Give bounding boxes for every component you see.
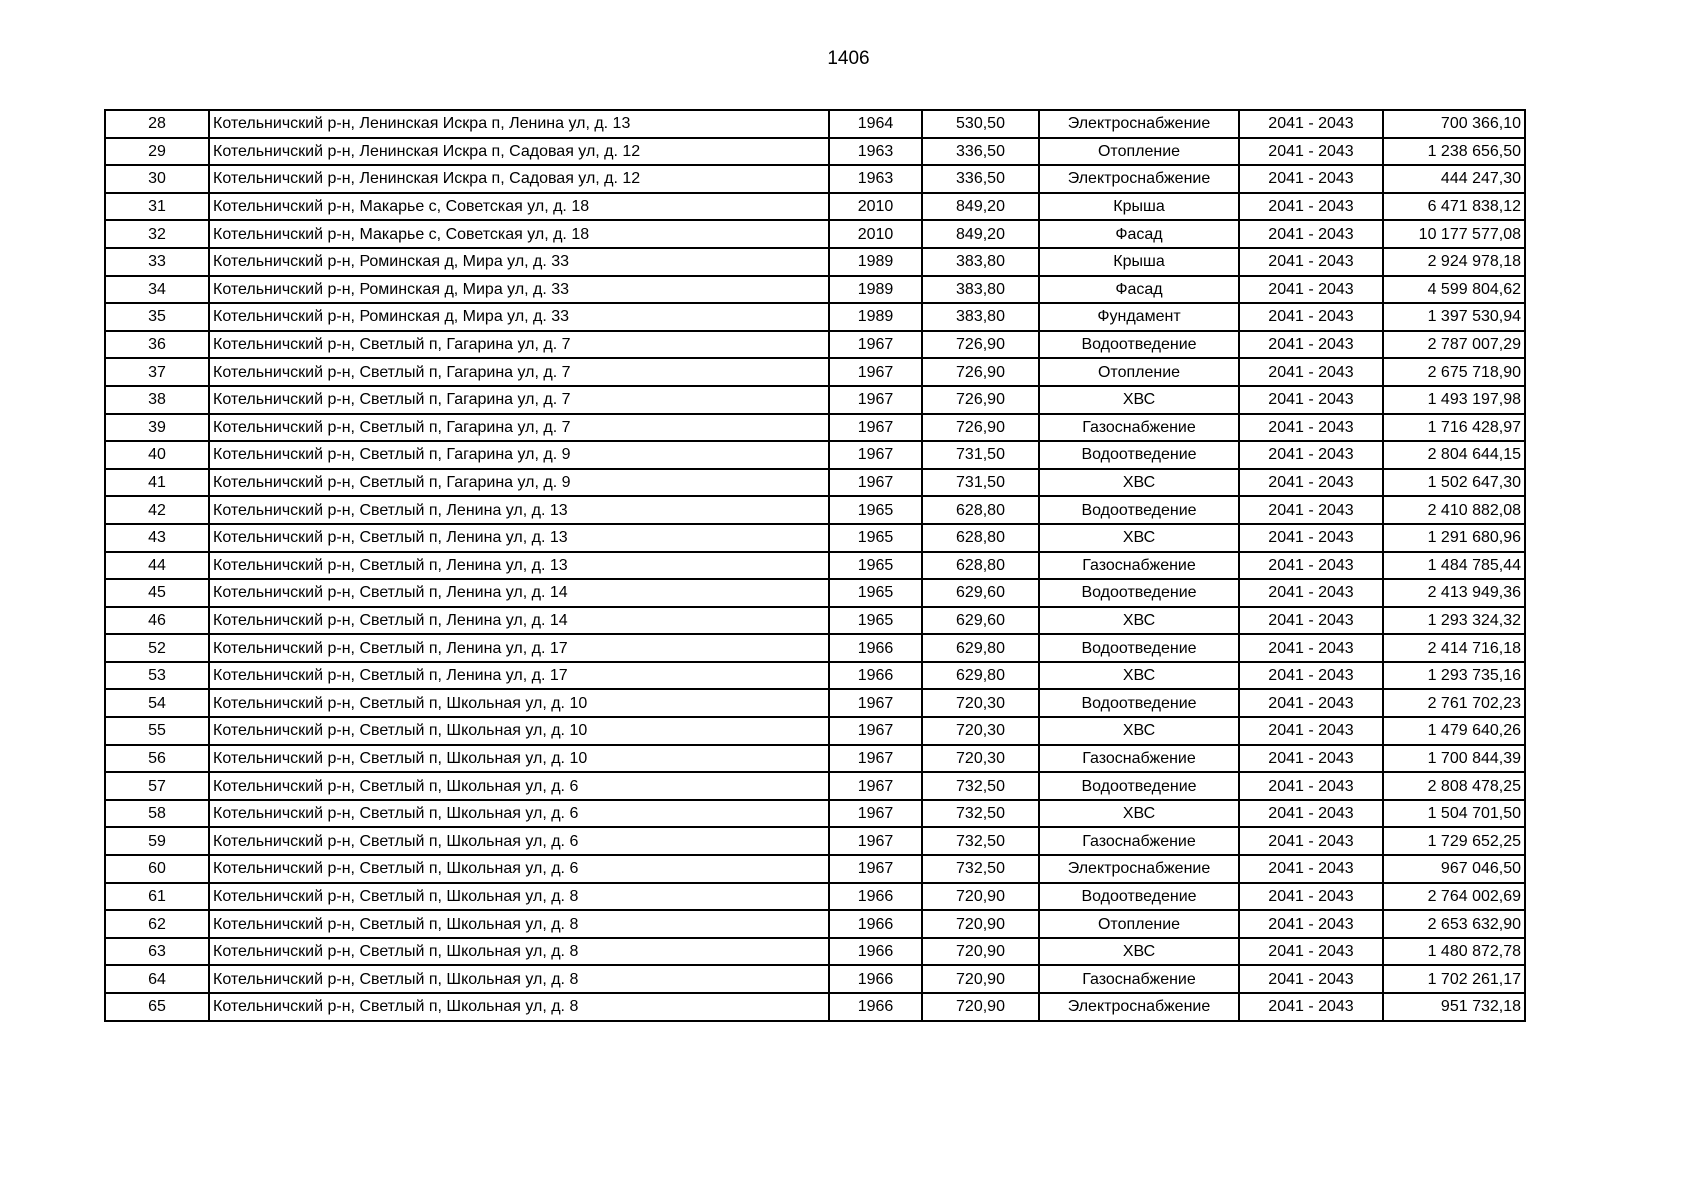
build-year-cell: 1967 xyxy=(829,469,922,497)
cost-cell: 2 804 644,15 xyxy=(1383,441,1525,469)
row-number-cell: 42 xyxy=(105,496,209,524)
cost-cell: 4 599 804,62 xyxy=(1383,276,1525,304)
area-cell: 726,90 xyxy=(922,386,1039,414)
row-number-cell: 41 xyxy=(105,469,209,497)
area-cell: 628,80 xyxy=(922,552,1039,580)
period-cell: 2041 - 2043 xyxy=(1239,386,1383,414)
build-year-cell: 2010 xyxy=(829,193,922,221)
cost-cell: 1 291 680,96 xyxy=(1383,524,1525,552)
area-cell: 726,90 xyxy=(922,358,1039,386)
area-cell: 732,50 xyxy=(922,827,1039,855)
period-cell: 2041 - 2043 xyxy=(1239,552,1383,580)
period-cell: 2041 - 2043 xyxy=(1239,138,1383,166)
area-cell: 336,50 xyxy=(922,138,1039,166)
build-year-cell: 1966 xyxy=(829,634,922,662)
work-type-cell: Крыша xyxy=(1039,248,1239,276)
area-cell: 383,80 xyxy=(922,303,1039,331)
work-type-cell: Водоотведение xyxy=(1039,634,1239,662)
cost-cell: 2 414 716,18 xyxy=(1383,634,1525,662)
table-row xyxy=(105,331,1525,359)
table-row xyxy=(105,965,1525,993)
table-row xyxy=(105,441,1525,469)
address-cell: Котельничский р-н, Ленинская Искра п, Ленина ул, д. 13 xyxy=(209,110,829,138)
address-cell: Котельничский р-н, Роминская д, Мира ул, д. 33 xyxy=(209,303,829,331)
period-cell: 2041 - 2043 xyxy=(1239,965,1383,993)
row-number-cell: 39 xyxy=(105,414,209,442)
address-cell: Котельничский р-н, Светлый п, Ленина ул, д. 14 xyxy=(209,579,829,607)
period-cell: 2041 - 2043 xyxy=(1239,993,1383,1021)
table-row xyxy=(105,717,1525,745)
area-cell: 720,30 xyxy=(922,689,1039,717)
work-type-cell: Газоснабжение xyxy=(1039,745,1239,773)
build-year-cell: 1967 xyxy=(829,358,922,386)
work-type-cell: Фундамент xyxy=(1039,303,1239,331)
work-type-cell: Фасад xyxy=(1039,276,1239,304)
row-number-cell: 56 xyxy=(105,745,209,773)
area-cell: 629,80 xyxy=(922,634,1039,662)
period-cell: 2041 - 2043 xyxy=(1239,662,1383,690)
period-cell: 2041 - 2043 xyxy=(1239,193,1383,221)
work-type-cell: Газоснабжение xyxy=(1039,827,1239,855)
cost-cell: 1 700 844,39 xyxy=(1383,745,1525,773)
period-cell: 2041 - 2043 xyxy=(1239,855,1383,883)
address-cell: Котельничский р-н, Светлый п, Гагарина ул, д. 7 xyxy=(209,358,829,386)
table-row xyxy=(105,220,1525,248)
address-cell: Котельничский р-н, Светлый п, Гагарина ул, д. 7 xyxy=(209,386,829,414)
row-number-cell: 61 xyxy=(105,883,209,911)
area-cell: 849,20 xyxy=(922,193,1039,221)
work-type-cell: ХВС xyxy=(1039,938,1239,966)
cost-cell: 700 366,10 xyxy=(1383,110,1525,138)
build-year-cell: 1967 xyxy=(829,745,922,773)
area-cell: 720,90 xyxy=(922,965,1039,993)
table-row xyxy=(105,993,1525,1021)
period-cell: 2041 - 2043 xyxy=(1239,579,1383,607)
area-cell: 629,80 xyxy=(922,662,1039,690)
address-cell: Котельничский р-н, Светлый п, Ленина ул, д. 14 xyxy=(209,607,829,635)
build-year-cell: 1967 xyxy=(829,855,922,883)
row-number-cell: 45 xyxy=(105,579,209,607)
period-cell: 2041 - 2043 xyxy=(1239,607,1383,635)
period-cell: 2041 - 2043 xyxy=(1239,303,1383,331)
row-number-cell: 46 xyxy=(105,607,209,635)
address-cell: Котельничский р-н, Светлый п, Школьная ул, д. 6 xyxy=(209,800,829,828)
table-row xyxy=(105,386,1525,414)
table-row xyxy=(105,938,1525,966)
row-number-cell: 33 xyxy=(105,248,209,276)
row-number-cell: 58 xyxy=(105,800,209,828)
work-type-cell: Крыша xyxy=(1039,193,1239,221)
cost-cell: 1 702 261,17 xyxy=(1383,965,1525,993)
table-row xyxy=(105,165,1525,193)
build-year-cell: 1967 xyxy=(829,717,922,745)
row-number-cell: 55 xyxy=(105,717,209,745)
address-cell: Котельничский р-н, Макарье с, Советская ул, д. 18 xyxy=(209,193,829,221)
period-cell: 2041 - 2043 xyxy=(1239,469,1383,497)
period-cell: 2041 - 2043 xyxy=(1239,827,1383,855)
table-row xyxy=(105,138,1525,166)
build-year-cell: 1967 xyxy=(829,386,922,414)
area-cell: 720,90 xyxy=(922,910,1039,938)
cost-cell: 2 675 718,90 xyxy=(1383,358,1525,386)
row-number-cell: 38 xyxy=(105,386,209,414)
cost-cell: 2 924 978,18 xyxy=(1383,248,1525,276)
period-cell: 2041 - 2043 xyxy=(1239,276,1383,304)
cost-cell: 2 413 949,36 xyxy=(1383,579,1525,607)
cost-cell: 1 493 197,98 xyxy=(1383,386,1525,414)
build-year-cell: 1966 xyxy=(829,910,922,938)
row-number-cell: 43 xyxy=(105,524,209,552)
address-cell: Котельничский р-н, Ленинская Искра п, Садовая ул, д. 12 xyxy=(209,165,829,193)
address-cell: Котельничский р-н, Светлый п, Ленина ул, д. 13 xyxy=(209,524,829,552)
period-cell: 2041 - 2043 xyxy=(1239,331,1383,359)
row-number-cell: 30 xyxy=(105,165,209,193)
table-row xyxy=(105,662,1525,690)
build-year-cell: 1989 xyxy=(829,276,922,304)
row-number-cell: 53 xyxy=(105,662,209,690)
table-row xyxy=(105,910,1525,938)
work-type-cell: Газоснабжение xyxy=(1039,414,1239,442)
work-type-cell: Водоотведение xyxy=(1039,689,1239,717)
work-type-cell: ХВС xyxy=(1039,386,1239,414)
table-row xyxy=(105,579,1525,607)
row-number-cell: 54 xyxy=(105,689,209,717)
cost-cell: 1 293 735,16 xyxy=(1383,662,1525,690)
address-cell: Котельничский р-н, Макарье с, Советская ул, д. 18 xyxy=(209,220,829,248)
build-year-cell: 1967 xyxy=(829,800,922,828)
cost-cell: 444 247,30 xyxy=(1383,165,1525,193)
row-number-cell: 35 xyxy=(105,303,209,331)
work-type-cell: Водоотведение xyxy=(1039,579,1239,607)
table-row xyxy=(105,358,1525,386)
cost-cell: 2 653 632,90 xyxy=(1383,910,1525,938)
address-cell: Котельничский р-н, Светлый п, Школьная ул, д. 8 xyxy=(209,965,829,993)
address-cell: Котельничский р-н, Светлый п, Ленина ул, д. 13 xyxy=(209,496,829,524)
table-row xyxy=(105,745,1525,773)
address-cell: Котельничский р-н, Светлый п, Гагарина ул, д. 7 xyxy=(209,414,829,442)
cost-cell: 2 410 882,08 xyxy=(1383,496,1525,524)
cost-cell: 1 479 640,26 xyxy=(1383,717,1525,745)
work-type-cell: ХВС xyxy=(1039,469,1239,497)
area-cell: 732,50 xyxy=(922,855,1039,883)
period-cell: 2041 - 2043 xyxy=(1239,717,1383,745)
address-cell: Котельничский р-н, Светлый п, Ленина ул, д. 17 xyxy=(209,662,829,690)
build-year-cell: 1963 xyxy=(829,165,922,193)
period-cell: 2041 - 2043 xyxy=(1239,910,1383,938)
build-year-cell: 1965 xyxy=(829,552,922,580)
build-year-cell: 1965 xyxy=(829,524,922,552)
period-cell: 2041 - 2043 xyxy=(1239,883,1383,911)
area-cell: 720,90 xyxy=(922,938,1039,966)
build-year-cell: 1966 xyxy=(829,883,922,911)
cost-cell: 1 716 428,97 xyxy=(1383,414,1525,442)
period-cell: 2041 - 2043 xyxy=(1239,165,1383,193)
period-cell: 2041 - 2043 xyxy=(1239,496,1383,524)
work-type-cell: ХВС xyxy=(1039,524,1239,552)
build-year-cell: 1966 xyxy=(829,965,922,993)
row-number-cell: 60 xyxy=(105,855,209,883)
cost-cell: 1 238 656,50 xyxy=(1383,138,1525,166)
cost-cell: 2 764 002,69 xyxy=(1383,883,1525,911)
work-type-cell: ХВС xyxy=(1039,800,1239,828)
area-cell: 849,20 xyxy=(922,220,1039,248)
work-type-cell: Отопление xyxy=(1039,910,1239,938)
period-cell: 2041 - 2043 xyxy=(1239,358,1383,386)
address-cell: Котельничский р-н, Светлый п, Школьная ул, д. 8 xyxy=(209,883,829,911)
work-type-cell: Отопление xyxy=(1039,138,1239,166)
work-type-cell: Водоотведение xyxy=(1039,496,1239,524)
area-cell: 628,80 xyxy=(922,496,1039,524)
row-number-cell: 44 xyxy=(105,552,209,580)
cost-cell: 6 471 838,12 xyxy=(1383,193,1525,221)
build-year-cell: 1967 xyxy=(829,331,922,359)
address-cell: Котельничский р-н, Роминская д, Мира ул, д. 33 xyxy=(209,276,829,304)
area-cell: 726,90 xyxy=(922,331,1039,359)
work-type-cell: ХВС xyxy=(1039,717,1239,745)
address-cell: Котельничский р-н, Светлый п, Школьная ул, д. 10 xyxy=(209,745,829,773)
work-type-cell: Электроснабжение xyxy=(1039,855,1239,883)
table-row xyxy=(105,110,1525,138)
build-year-cell: 1964 xyxy=(829,110,922,138)
area-cell: 720,90 xyxy=(922,993,1039,1021)
work-type-cell: ХВС xyxy=(1039,607,1239,635)
table-row xyxy=(105,414,1525,442)
cost-cell: 10 177 577,08 xyxy=(1383,220,1525,248)
row-number-cell: 40 xyxy=(105,441,209,469)
row-number-cell: 36 xyxy=(105,331,209,359)
area-cell: 383,80 xyxy=(922,248,1039,276)
build-year-cell: 1966 xyxy=(829,993,922,1021)
work-type-cell: Водоотведение xyxy=(1039,772,1239,800)
build-year-cell: 1965 xyxy=(829,496,922,524)
address-cell: Котельничский р-н, Светлый п, Ленина ул, д. 13 xyxy=(209,552,829,580)
cost-cell: 1 397 530,94 xyxy=(1383,303,1525,331)
address-cell: Котельничский р-н, Ленинская Искра п, Садовая ул, д. 12 xyxy=(209,138,829,166)
area-cell: 628,80 xyxy=(922,524,1039,552)
build-year-cell: 1967 xyxy=(829,414,922,442)
table-row xyxy=(105,496,1525,524)
period-cell: 2041 - 2043 xyxy=(1239,938,1383,966)
work-type-cell: Газоснабжение xyxy=(1039,552,1239,580)
area-cell: 383,80 xyxy=(922,276,1039,304)
row-number-cell: 57 xyxy=(105,772,209,800)
table-row xyxy=(105,276,1525,304)
address-cell: Котельничский р-н, Светлый п, Школьная ул, д. 6 xyxy=(209,827,829,855)
address-cell: Котельничский р-н, Светлый п, Школьная ул, д. 10 xyxy=(209,689,829,717)
area-cell: 731,50 xyxy=(922,469,1039,497)
row-number-cell: 29 xyxy=(105,138,209,166)
row-number-cell: 34 xyxy=(105,276,209,304)
work-type-cell: Электроснабжение xyxy=(1039,110,1239,138)
work-type-cell: Электроснабжение xyxy=(1039,993,1239,1021)
period-cell: 2041 - 2043 xyxy=(1239,634,1383,662)
table-row xyxy=(105,469,1525,497)
area-cell: 530,50 xyxy=(922,110,1039,138)
area-cell: 336,50 xyxy=(922,165,1039,193)
area-cell: 732,50 xyxy=(922,772,1039,800)
work-type-cell: Водоотведение xyxy=(1039,331,1239,359)
address-cell: Котельничский р-н, Светлый п, Школьная ул, д. 8 xyxy=(209,910,829,938)
period-cell: 2041 - 2043 xyxy=(1239,414,1383,442)
period-cell: 2041 - 2043 xyxy=(1239,800,1383,828)
address-cell: Котельничский р-н, Светлый п, Гагарина ул, д. 9 xyxy=(209,469,829,497)
cost-cell: 1 729 652,25 xyxy=(1383,827,1525,855)
table-row xyxy=(105,607,1525,635)
address-cell: Котельничский р-н, Светлый п, Школьная ул, д. 6 xyxy=(209,855,829,883)
build-year-cell: 1966 xyxy=(829,662,922,690)
row-number-cell: 64 xyxy=(105,965,209,993)
build-year-cell: 1966 xyxy=(829,938,922,966)
address-cell: Котельничский р-н, Роминская д, Мира ул, д. 33 xyxy=(209,248,829,276)
build-year-cell: 2010 xyxy=(829,220,922,248)
period-cell: 2041 - 2043 xyxy=(1239,745,1383,773)
table-row xyxy=(105,689,1525,717)
period-cell: 2041 - 2043 xyxy=(1239,248,1383,276)
cost-cell: 2 787 007,29 xyxy=(1383,331,1525,359)
address-cell: Котельничский р-н, Светлый п, Школьная ул, д. 6 xyxy=(209,772,829,800)
cost-cell: 1 504 701,50 xyxy=(1383,800,1525,828)
area-cell: 629,60 xyxy=(922,579,1039,607)
cost-cell: 2 761 702,23 xyxy=(1383,689,1525,717)
area-cell: 720,90 xyxy=(922,883,1039,911)
build-year-cell: 1967 xyxy=(829,441,922,469)
address-cell: Котельничский р-н, Светлый п, Ленина ул, д. 17 xyxy=(209,634,829,662)
build-year-cell: 1967 xyxy=(829,772,922,800)
cost-cell: 1 502 647,30 xyxy=(1383,469,1525,497)
period-cell: 2041 - 2043 xyxy=(1239,689,1383,717)
work-type-cell: ХВС xyxy=(1039,662,1239,690)
work-type-cell: Водоотведение xyxy=(1039,441,1239,469)
table-body xyxy=(105,110,1525,1021)
build-year-cell: 1967 xyxy=(829,689,922,717)
area-cell: 732,50 xyxy=(922,800,1039,828)
work-type-cell: Электроснабжение xyxy=(1039,165,1239,193)
table-row xyxy=(105,800,1525,828)
cost-cell: 1 480 872,78 xyxy=(1383,938,1525,966)
table-row xyxy=(105,827,1525,855)
cost-cell: 2 808 478,25 xyxy=(1383,772,1525,800)
table-row xyxy=(105,883,1525,911)
period-cell: 2041 - 2043 xyxy=(1239,772,1383,800)
row-number-cell: 59 xyxy=(105,827,209,855)
table-row xyxy=(105,855,1525,883)
period-cell: 2041 - 2043 xyxy=(1239,441,1383,469)
table-row xyxy=(105,552,1525,580)
period-cell: 2041 - 2043 xyxy=(1239,524,1383,552)
period-cell: 2041 - 2043 xyxy=(1239,220,1383,248)
cost-cell: 951 732,18 xyxy=(1383,993,1525,1021)
row-number-cell: 31 xyxy=(105,193,209,221)
row-number-cell: 65 xyxy=(105,993,209,1021)
table-row xyxy=(105,634,1525,662)
build-year-cell: 1989 xyxy=(829,303,922,331)
table-row xyxy=(105,772,1525,800)
row-number-cell: 52 xyxy=(105,634,209,662)
row-number-cell: 63 xyxy=(105,938,209,966)
table-row xyxy=(105,248,1525,276)
address-cell: Котельничский р-н, Светлый п, Гагарина ул, д. 7 xyxy=(209,331,829,359)
row-number-cell: 37 xyxy=(105,358,209,386)
work-type-cell: Отопление xyxy=(1039,358,1239,386)
build-year-cell: 1967 xyxy=(829,827,922,855)
area-cell: 629,60 xyxy=(922,607,1039,635)
cost-cell: 967 046,50 xyxy=(1383,855,1525,883)
build-year-cell: 1965 xyxy=(829,579,922,607)
work-type-cell: Водоотведение xyxy=(1039,883,1239,911)
address-cell: Котельничский р-н, Светлый п, Школьная ул, д. 10 xyxy=(209,717,829,745)
page-number: 1406 xyxy=(827,48,870,69)
work-type-cell: Фасад xyxy=(1039,220,1239,248)
address-cell: Котельничский р-н, Светлый п, Гагарина ул, д. 9 xyxy=(209,441,829,469)
work-type-cell: Газоснабжение xyxy=(1039,965,1239,993)
cost-cell: 1 484 785,44 xyxy=(1383,552,1525,580)
address-cell: Котельничский р-н, Светлый п, Школьная ул, д. 8 xyxy=(209,993,829,1021)
address-cell: Котельничский р-н, Светлый п, Школьная ул, д. 8 xyxy=(209,938,829,966)
area-cell: 720,30 xyxy=(922,745,1039,773)
repair-schedule-table xyxy=(104,109,1526,1022)
build-year-cell: 1965 xyxy=(829,607,922,635)
table-row xyxy=(105,193,1525,221)
row-number-cell: 62 xyxy=(105,910,209,938)
period-cell: 2041 - 2043 xyxy=(1239,110,1383,138)
cost-cell: 1 293 324,32 xyxy=(1383,607,1525,635)
table-row xyxy=(105,524,1525,552)
build-year-cell: 1989 xyxy=(829,248,922,276)
row-number-cell: 32 xyxy=(105,220,209,248)
area-cell: 731,50 xyxy=(922,441,1039,469)
row-number-cell: 28 xyxy=(105,110,209,138)
area-cell: 720,30 xyxy=(922,717,1039,745)
area-cell: 726,90 xyxy=(922,414,1039,442)
table-row xyxy=(105,303,1525,331)
build-year-cell: 1963 xyxy=(829,138,922,166)
